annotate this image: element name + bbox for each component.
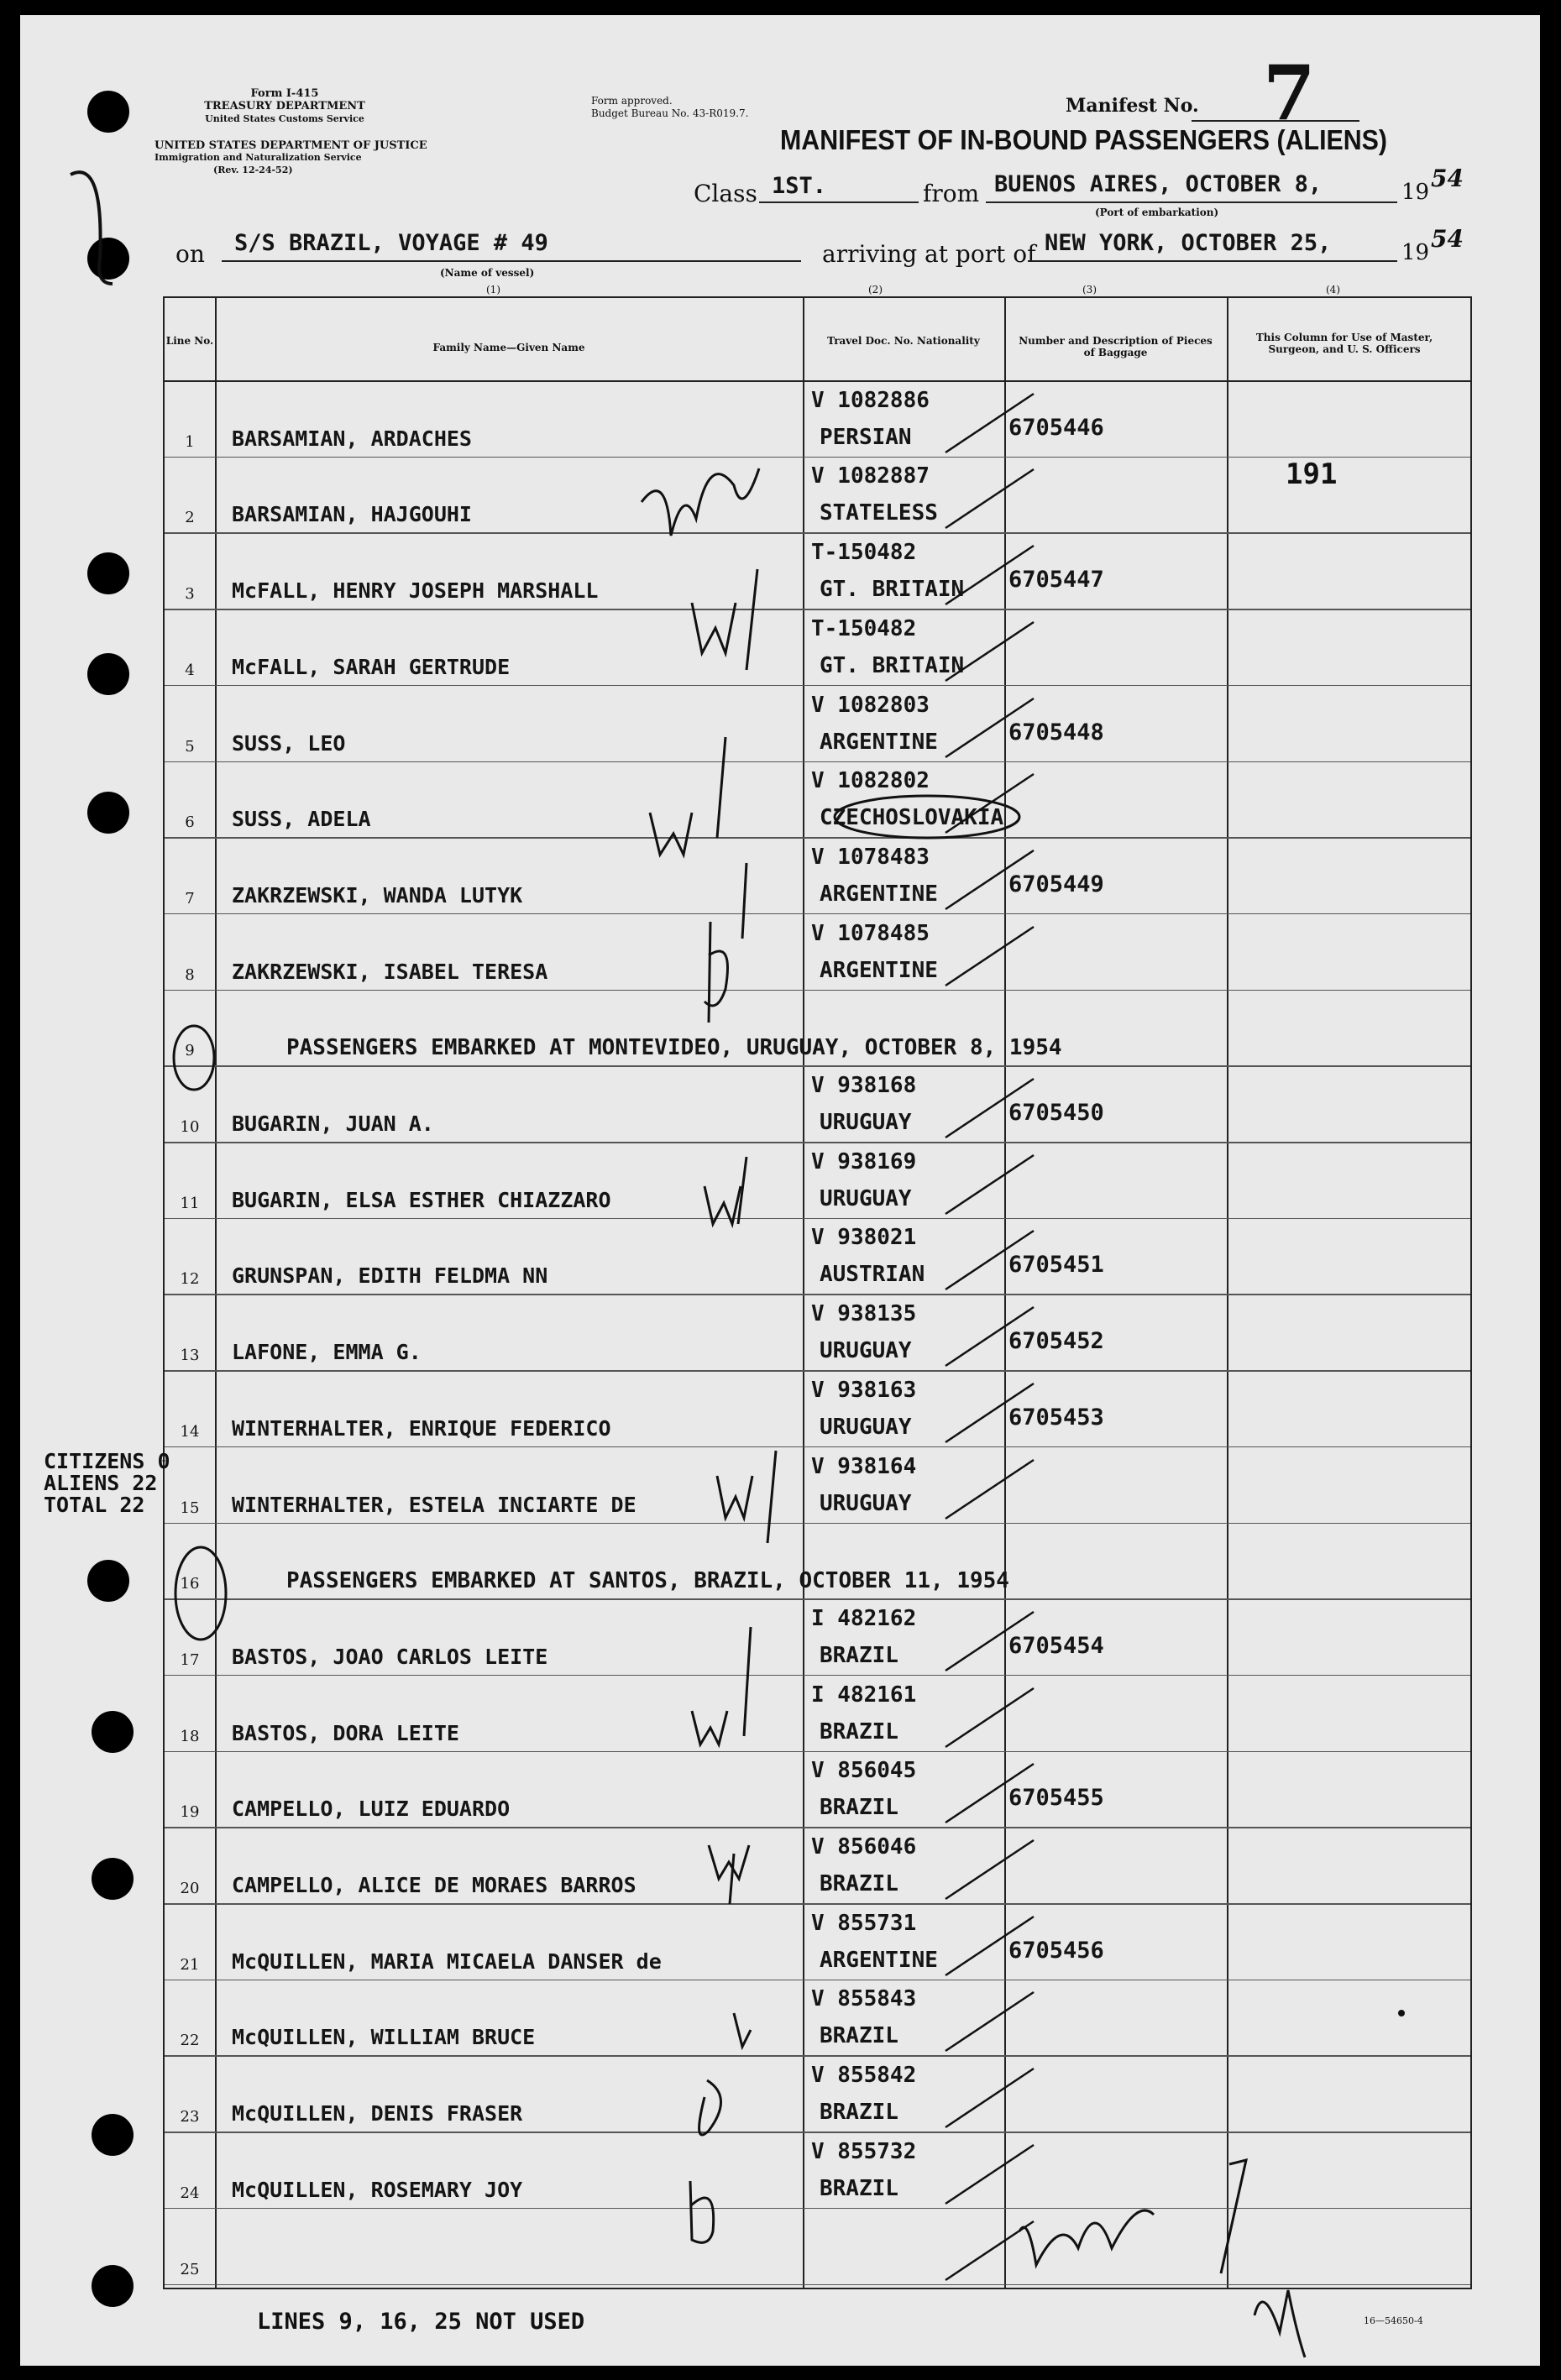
passenger-name: BASTOS, JOAO CARLOS LEITE [232, 1644, 548, 1669]
line-number: 22 [180, 2032, 200, 2050]
travel-doc-number: V 855842 [811, 2063, 917, 2089]
passenger-name: ZAKRZEWSKI, WANDA LUTYK [232, 882, 523, 908]
baggage-number: 6705452 [1008, 1328, 1104, 1355]
line-number: 15 [180, 1499, 200, 1517]
nationality: AUSTRIAN [820, 1262, 925, 1288]
passenger-name: McQUILLEN, DENIS FRASER [232, 2101, 523, 2126]
manifest-title: MANIFEST OF IN-BOUND PASSENGERS (ALIENS) [780, 124, 1388, 155]
line-number: 10 [180, 1118, 200, 1136]
nationality: GT. BRITAIN [820, 652, 965, 678]
col-number-1: (1) [486, 284, 500, 296]
arriving-label: arriving at port of [822, 240, 1036, 268]
class-label: Class [694, 180, 757, 207]
from-value: BUENOS AIRES, OCTOBER 8, [994, 171, 1323, 197]
nationality: BRAZIL [820, 1718, 898, 1744]
nationality: URUGUAY [820, 1490, 912, 1516]
on-label: on [175, 240, 205, 268]
treasury-dept: TREASURY DEPARTMENT [204, 100, 365, 112]
line-number: 3 [185, 585, 195, 604]
total-label: TOTAL [44, 1493, 107, 1517]
col-header-officers: This Column for Use of Master, Surgeon, and U. S. Officers [1255, 332, 1433, 355]
travel-doc-number: V 1082803 [811, 692, 930, 718]
footer-note: LINES 9, 16, 25 NOT USED [257, 2309, 585, 2335]
line-number: 17 [180, 1650, 200, 1669]
line-number: 6 [185, 813, 195, 832]
line-number: 2 [185, 509, 195, 527]
travel-doc-number: V 938135 [811, 1301, 917, 1327]
budget-bureau: Budget Bureau No. 43-R019.7. [591, 107, 749, 119]
nationality: PERSIAN [820, 424, 912, 450]
travel-doc-number: T-150482 [811, 540, 917, 566]
aliens-label: ALIENS [44, 1471, 120, 1495]
travel-doc-number: V 938163 [811, 1377, 917, 1403]
port-caption: (Port of embarkation) [1095, 207, 1219, 218]
nationality: CZECHOSLOVAKIA [820, 805, 1004, 831]
nationality: URUGUAY [820, 1110, 912, 1135]
line-number: 1 [185, 432, 195, 451]
embarkation-banner: PASSENGERS EMBARKED AT SANTOS, BRAZIL, OCTOBER 11, 1954 [286, 1568, 1009, 1594]
citizens-label: CITIZENS [44, 1449, 145, 1473]
travel-doc-number: V 938164 [811, 1453, 917, 1479]
nationality: BRAZIL [820, 2100, 898, 2126]
line-number: 5 [185, 737, 195, 756]
passenger-name: BARSAMIAN, ARDACHES [232, 426, 472, 451]
col-header-doc: Travel Doc. No. Nationality [827, 335, 980, 347]
nationality: ARGENTINE [820, 957, 938, 983]
line-number: 24 [180, 2184, 200, 2202]
vessel-value: S/S BRAZIL, VOYAGE # 49 [234, 230, 548, 256]
travel-doc-number: V 855732 [811, 2138, 917, 2164]
nationality: BRAZIL [820, 2023, 898, 2049]
passenger-name: BUGARIN, ELSA ESTHER CHIAZZARO [232, 1187, 611, 1212]
line-number: 11 [180, 1194, 200, 1212]
line-number: 13 [180, 1347, 200, 1365]
handwritten-annotations [20, 15, 1540, 2366]
travel-doc-number: V 938021 [811, 1225, 917, 1251]
embarkation-banner: PASSENGERS EMBARKED AT MONTEVIDEO, URUGUAY, OCTOBER 8, 1954 [286, 1035, 1062, 1061]
nationality: ARGENTINE [820, 1947, 938, 1973]
passenger-name: CAMPELLO, ALICE DE MORAES BARROS [232, 1873, 636, 1897]
manifest-no-value: 7 [1263, 49, 1316, 138]
baggage-number: 6705448 [1008, 719, 1104, 745]
passenger-name: McFALL, SARAH GERTRUDE [232, 654, 511, 679]
baggage-number: 6705454 [1008, 1632, 1104, 1659]
passenger-name: McQUILLEN, WILLIAM BRUCE [232, 2025, 536, 2050]
nationality: BRAZIL [820, 1642, 898, 1668]
passenger-name: LAFONE, EMMA G. [232, 1340, 422, 1365]
baggage-number: 6705447 [1008, 567, 1104, 594]
line-number: 21 [180, 1955, 200, 1974]
col-number-3: (3) [1082, 284, 1097, 296]
baggage-number: 6705449 [1008, 871, 1104, 897]
travel-doc-number: I 482161 [811, 1682, 917, 1708]
nationality: URUGUAY [820, 1185, 912, 1211]
form-number: Form I-415 [250, 87, 319, 100]
total-count: 22 [119, 1493, 145, 1517]
arriving-value: NEW YORK, OCTOBER 25, [1045, 230, 1332, 256]
year-prefix-2: 19 [1401, 240, 1430, 265]
form-approved: Form approved. [591, 95, 673, 107]
nationality: ARGENTINE [820, 881, 938, 907]
line-number: 23 [180, 2108, 200, 2126]
passenger-name: McQUILLEN, MARIA MICAELA DANSER de [232, 1948, 662, 1974]
passenger-name: BARSAMIAN, HAJGOUHI [232, 502, 472, 527]
col-header-name: Family Name—Given Name [432, 342, 585, 353]
line-number: 9 [185, 1042, 195, 1060]
officer-stamp: 191 [1286, 458, 1338, 491]
col-number-4: (4) [1326, 284, 1340, 296]
travel-doc-number: V 1082887 [811, 463, 930, 489]
travel-doc-number: V 1078485 [811, 920, 930, 946]
baggage-number: 6705451 [1008, 1252, 1104, 1279]
baggage-number: 6705450 [1008, 1100, 1104, 1126]
travel-doc-number: V 938169 [811, 1148, 917, 1174]
line-number: 8 [185, 965, 195, 984]
travel-doc-number: V 855843 [811, 1986, 917, 2012]
line-number: 4 [185, 661, 195, 679]
line-number: 25 [180, 2260, 200, 2278]
manifest-page [20, 15, 1540, 2366]
nationality: BRAZIL [820, 1871, 898, 1896]
year-prefix-1: 19 [1401, 180, 1430, 205]
year-suffix-2: 54 [1431, 225, 1464, 253]
line-number: 7 [185, 889, 195, 908]
nationality: ARGENTINE [820, 729, 938, 755]
nationality: URUGUAY [820, 1414, 912, 1440]
line-number: 20 [180, 1880, 200, 1897]
ins-service: Immigration and Naturalization Service [155, 152, 362, 163]
baggage-number: 6705455 [1008, 1785, 1104, 1812]
col-number-2: (2) [868, 284, 883, 296]
passenger-name: CAMPELLO, LUIZ EDUARDO [232, 1797, 511, 1822]
baggage-number: 6705446 [1008, 414, 1104, 441]
col-header-line-no: Line No. [165, 335, 214, 347]
passenger-name: McFALL, HENRY JOSEPH MARSHALL [232, 578, 599, 604]
passenger-name: WINTERHALTER, ESTELA INCIARTE DE [232, 1492, 636, 1517]
class-value: 1ST. [772, 173, 827, 199]
nationality: BRAZIL [820, 1795, 898, 1821]
travel-doc-number: V 1082886 [811, 387, 930, 413]
line-number: 14 [180, 1422, 200, 1441]
line-number: 19 [180, 1803, 200, 1822]
travel-doc-number: V 938168 [811, 1073, 917, 1098]
col-header-baggage: Number and Description of Pieces of Baggage [1019, 335, 1213, 358]
travel-doc-number: V 1078483 [811, 844, 930, 870]
travel-doc-number: V 1082802 [811, 768, 930, 794]
passenger-name: ZAKRZEWSKI, ISABEL TERESA [232, 959, 548, 984]
nationality: URUGUAY [820, 1338, 912, 1364]
passenger-name: GRUNSPAN, EDITH FELDMA NN [232, 1263, 548, 1289]
passenger-name: BASTOS, DORA LEITE [232, 1720, 459, 1745]
nationality: BRAZIL [820, 2175, 898, 2201]
travel-doc-number: V 855731 [811, 1910, 917, 1936]
passenger-name: SUSS, ADELA [232, 807, 371, 832]
line-number: 16 [180, 1575, 200, 1593]
travel-doc-number: V 856046 [811, 1834, 917, 1860]
passenger-name: SUSS, LEO [232, 730, 346, 756]
aliens-count: 22 [132, 1471, 158, 1495]
from-label: from [923, 180, 980, 207]
nationality: GT. BRITAIN [820, 577, 965, 603]
line-number: 12 [180, 1270, 200, 1289]
year-suffix-1: 54 [1431, 165, 1464, 192]
travel-doc-number: I 482162 [811, 1605, 917, 1631]
manifest-no-label: Manifest No. [1066, 95, 1199, 117]
travel-doc-number: V 856045 [811, 1758, 917, 1784]
passenger-name: WINTERHALTER, ENRIQUE FEDERICO [232, 1415, 611, 1441]
form-code: 16—54650-4 [1364, 2315, 1423, 2326]
baggage-number: 6705456 [1008, 1937, 1104, 1964]
nationality: STATELESS [820, 500, 938, 526]
baggage-number: 6705453 [1008, 1404, 1104, 1431]
citizens-count: 0 [157, 1449, 170, 1473]
justice-dept: UNITED STATES DEPARTMENT OF JUSTICE [155, 139, 427, 152]
customs-service: United States Customs Service [205, 113, 364, 124]
passenger-name: BUGARIN, JUAN A. [232, 1112, 434, 1136]
passenger-name: McQUILLEN, ROSEMARY JOY [232, 2177, 523, 2202]
vessel-caption: (Name of vessel) [440, 267, 535, 279]
form-revision: (Rev. 12-24-52) [213, 165, 293, 175]
travel-doc-number: T-150482 [811, 615, 917, 641]
line-number: 18 [180, 1727, 200, 1745]
